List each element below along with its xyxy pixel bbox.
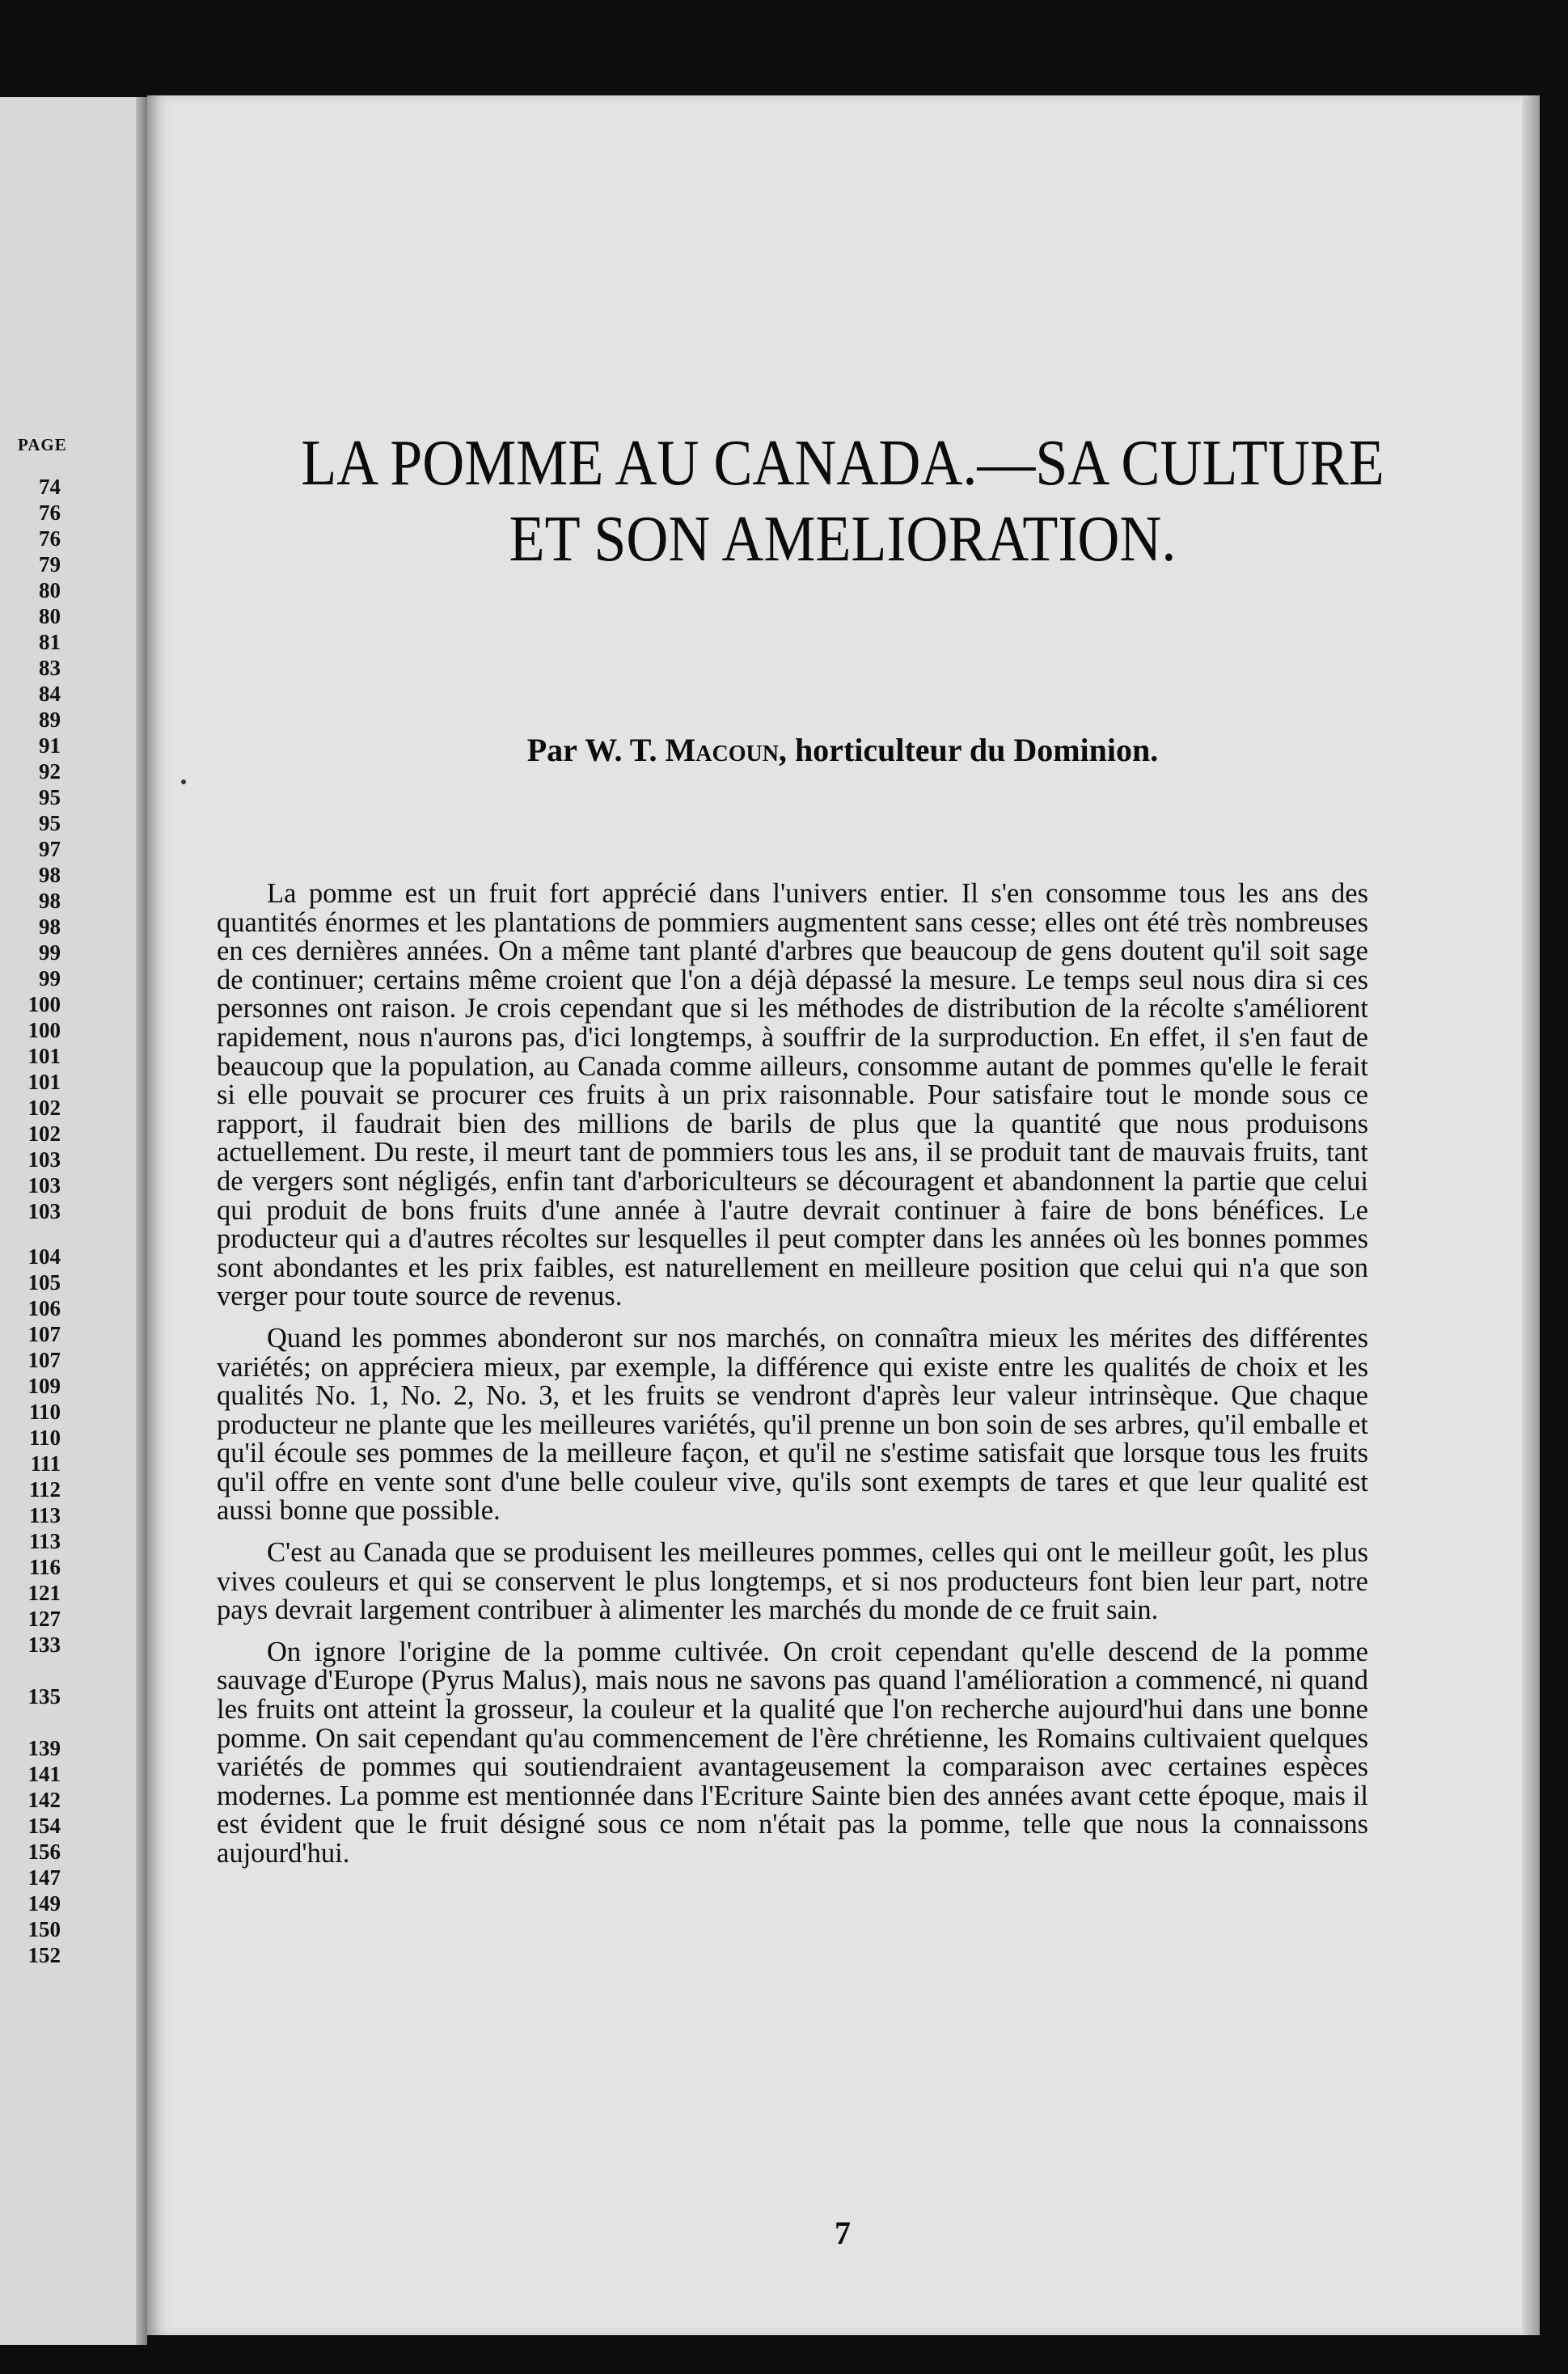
index-page-number: 116 <box>28 1555 61 1579</box>
index-page-number: 80 <box>39 578 61 602</box>
body-paragraph-4: On ignore l'origine de la pomme cultivée. On croit cependant qu'elle descend de la pomme sauvage d'Europe (Pyrus Malus), mais nous ne savons pas quand l'amélioration a commencé, ni quand les fruits ont atteint la grosseur, la couleur et la qualité que l'on recherche aujourd'hui dans une bonne pomme. On sait cependant qu'au commencement de l'ère chrétienne, les Romains cultivaient quelques variétés de pommes qui soutiendraient avantageusement la comparaison avec certaines espèces modernes. La pomme est mentionnée dans l'Ecriture Sainte bien des années avant cette époque, mais il est évident que le fruit désigné sous ce nom n'était pas la pomme, telle que nous la connaissons aujourd'hui. <box>217 1636 1368 1869</box>
index-page-number: 97 <box>39 837 61 861</box>
page-gutter-edge <box>136 97 147 2345</box>
index-page-number: 103 <box>27 1147 61 1172</box>
page-number: 7 <box>835 2215 851 2251</box>
index-page-number: 149 <box>27 1891 61 1916</box>
index-page-number: 81 <box>39 630 61 654</box>
index-page-number: 101 <box>27 1070 61 1094</box>
index-page-number: 110 <box>28 1426 61 1450</box>
index-page-number: 154 <box>27 1814 61 1838</box>
index-page-number: 79 <box>39 552 61 577</box>
index-page-number: 142 <box>27 1788 61 1812</box>
index-page-number: 141 <box>27 1762 61 1786</box>
index-page-number: 89 <box>39 708 61 732</box>
index-page-number: 102 <box>27 1096 61 1120</box>
index-page-number: 74 <box>39 475 61 499</box>
index-page-number: 109 <box>27 1374 61 1398</box>
index-page-number: 99 <box>39 966 61 991</box>
index-page-number: 102 <box>27 1122 61 1146</box>
index-page-number: 139 <box>27 1736 61 1760</box>
index-page-number: 133 <box>27 1633 61 1657</box>
index-page-number: 98 <box>39 915 61 939</box>
index-page-number: 100 <box>27 992 61 1016</box>
author-name: W. T. Macoun, <box>585 732 787 768</box>
index-page-number: 106 <box>27 1296 61 1320</box>
index-page-number: 135 <box>27 1684 61 1709</box>
index-page-number: 150 <box>27 1917 61 1941</box>
index-page-number: 113 <box>28 1503 61 1527</box>
index-page-number: 80 <box>39 604 61 628</box>
index-page-number: 91 <box>39 733 61 758</box>
index-page-number: 147 <box>27 1865 61 1890</box>
index-page-number: 100 <box>27 1018 61 1042</box>
index-page-number: 127 <box>27 1607 61 1631</box>
index-page-number: 95 <box>39 785 61 809</box>
index-page-number: 113 <box>28 1529 61 1553</box>
index-page-number: 76 <box>39 526 61 551</box>
body-paragraph-3: C'est au Canada que se produisent les meilleures pommes, celles qui ont le meilleur goût, les plus vives couleurs et qui se conservent le plus longtemps, et si nos producteurs font bien leur part, notre pays devrait largement contribuer à alimenter les marchés du monde de ce fruit sain. <box>217 1537 1368 1626</box>
index-page-number: 121 <box>27 1581 61 1605</box>
index-page-number: 111 <box>30 1451 61 1476</box>
index-page-number: 103 <box>27 1199 61 1223</box>
main-page <box>147 95 1540 2335</box>
left-page-fragment <box>0 97 147 2345</box>
article-body <box>217 880 1368 1882</box>
index-page-number: 107 <box>27 1348 61 1372</box>
index-column-header: PAGE <box>18 435 67 454</box>
index-page-number: 107 <box>27 1322 61 1346</box>
index-page-number: 98 <box>39 863 61 887</box>
index-page-number: 98 <box>39 889 61 913</box>
index-page-number: 104 <box>27 1244 61 1269</box>
index-page-number: 76 <box>39 501 61 525</box>
index-page-number: 99 <box>39 940 61 965</box>
index-page-number: 103 <box>27 1173 61 1198</box>
index-page-number: 112 <box>28 1477 61 1502</box>
article-byline <box>228 731 1457 769</box>
index-page-number: 95 <box>39 811 61 835</box>
body-paragraph-2: Quand les pommes abonderont sur nos marchés, on connaîtra mieux les mérites des différentes variétés; on appréciera mieux, par exemple, la différence qui existe entre les qualités de choix et les qualités No. 1, No. 2, No. 3, et les fruits se vendront d'après leur valeur intrinsèque. Que chaque producteur ne plante que les meilleures variétés, qu'il prenne un bon soin de ses arbres, qu'il emballe et qu'il écoule ses pommes de la meilleure façon, et qu'il ne s'estime satisfait que lorsque tous les fruits qu'il offre en vente sont d'une belle couleur vive, qu'ils sont exempts de tares et que leur qualité est aussi bonne que possible. <box>217 1322 1368 1527</box>
index-page-number: 101 <box>27 1044 61 1068</box>
index-page-number: 105 <box>27 1270 61 1295</box>
body-paragraph-1: La pomme est un fruit fort apprécié dans l'univers entier. Il s'en consomme tous les ans des quantités énormes et les plantations de pommiers augmentent sans cesse; elles ont été très nombreuses en ces dernières années. On a même tant planté d'arbres que beaucoup de gens doutent qu'il soit sage de continuer; certains même croient que l'on a déjà dépassé la mesure. Le temps seul nous dira si ces personnes ont raison. Je crois cependant que si les méthodes de distribution de la récolte s'améliorent rapidement, nous n'aurons pas, d'ici longtemps, à souffrir de la surproduction. En effet, il s'en faut de beaucoup que la population, au Canada comme ailleurs, consomme autant de pommes qu'elle le ferait si elle pouvait se procurer ces fruits à un prix raisonnable. Pour satisfaire tout le monde sous ce rapport, il faudrait bien des millions de barils de plus que la quantité que nous produisons actuellement. Du reste, il meurt tant de pommiers tous les ans, il se produit tant de mauvais fruits, tant de vergers sont négligés, enfin tant d'arboriculteurs se découragent et abandonnent la partie que celui qui produit de bons fruits d'une année à l'autre devrait continuer à faire de bons bénéfices. Le producteur qui a d'autres récoltes sur lesquelles il peut compter dans les années où les bonnes pommes sont abondantes et les prix faibles, est naturellement en meilleure position que celui qui n'a que son verger pour toute source de revenus. <box>217 878 1368 1312</box>
index-page-number: 92 <box>39 759 61 784</box>
index-page-number: 156 <box>27 1840 61 1864</box>
index-page-number: 83 <box>39 656 61 680</box>
index-page-number: 110 <box>28 1400 61 1424</box>
print-speck <box>181 779 186 784</box>
byline-prefix: Par <box>526 732 577 768</box>
author-role: horticulteur du Dominion. <box>794 732 1159 768</box>
index-page-number: 152 <box>27 1943 61 1967</box>
page-right-edge <box>1522 95 1540 2335</box>
index-page-number: 84 <box>39 682 61 706</box>
article-title: LA POMME AU CANADA.—SA CULTURE ET SON AMELIORATION. <box>301 428 1384 575</box>
